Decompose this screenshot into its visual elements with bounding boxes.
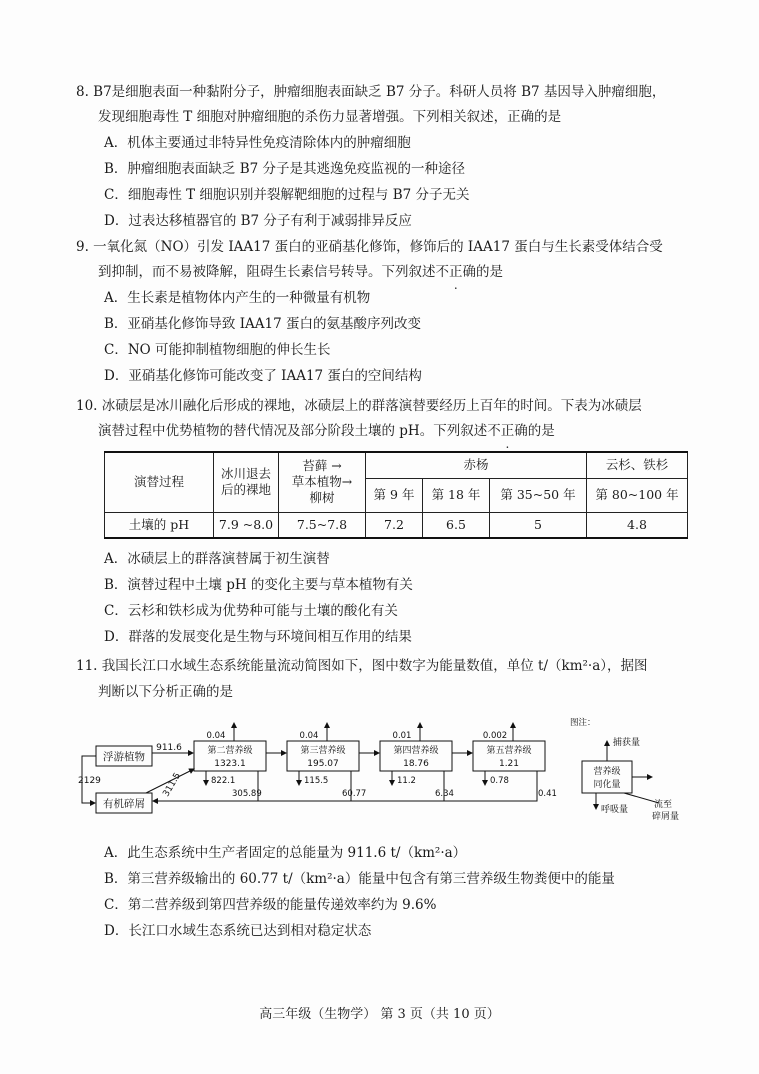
legend-flow-1: 流至	[654, 800, 673, 810]
flow-p-d: 2129	[78, 776, 101, 786]
legend-harvest: 捕获量	[613, 738, 641, 748]
legend-resp: 呼吸量	[601, 805, 629, 815]
q10-option-c: C．云杉和铁杉成为优势种可能与土壤的酸化有关	[104, 603, 398, 619]
q8-option-d: D．过表达移植器官的 B7 分子有利于减弱排异反应	[104, 213, 412, 229]
th-fir: 云杉、铁杉	[587, 452, 688, 478]
q10-option-b: B．演替过程中土壤 pH 的变化主要与草本植物有关	[104, 577, 413, 593]
level3-name: 第三营养级	[300, 746, 346, 756]
level5-name: 第五营养级	[486, 746, 532, 756]
level5-resp: 0.78	[490, 776, 509, 786]
level4-name: 第四营养级	[393, 746, 439, 756]
ph-cell: 5	[490, 512, 587, 538]
flow-d-l2: 311.5	[161, 771, 184, 799]
th-process: 演替过程	[105, 452, 214, 512]
q8-option-c: C．细胞毒性 T 细胞识别并裂解靶细胞的过程与 B7 分子无关	[104, 187, 470, 203]
q10-emphasis: 不正确	[487, 423, 528, 439]
q10-option-a: A．冰碛层上的群落演替属于初生演替	[104, 551, 330, 567]
th-year9: 第 9 年	[366, 478, 423, 512]
ph-cell: 6.5	[423, 512, 490, 538]
q8-stem-line1: 8. B7是细胞表面一种黏附分子，肿瘤细胞表面缺乏 B7 分子。科研人员将 B7 基因导入肿瘤细胞，	[76, 84, 666, 100]
q8-stem-line2: 发现细胞毒性 T 细胞对肿瘤细胞的杀伤力显著增强。下列相关叙述，正确的是	[98, 109, 562, 125]
level3-harvest: 0.04	[299, 731, 319, 741]
detritus-flow-l2: 305.89	[232, 789, 262, 799]
legend-title: 图注：	[570, 718, 596, 728]
q9-option-c: C．NO 可能抑制植物细胞的伸长生长	[104, 342, 331, 358]
ph-cell: 7.5~7.8	[279, 512, 366, 538]
level3-value: 195.07	[307, 759, 339, 769]
producer-label: 浮游植物	[103, 751, 145, 763]
detritus-flow-l3: 60.77	[342, 789, 367, 799]
q10-stem-line2: 演替过程中优势植物的替代情况及部分阶段土壤的 pH。下列叙述不正确的是	[98, 423, 555, 439]
q11-option-a: A．此生态系统中生产者固定的总能量为 911.6 t/（km²·a）	[104, 845, 467, 861]
page-footer: 高三年级（生物学） 第 3 页（共 10 页）	[259, 1007, 500, 1022]
level4-resp: 11.2	[397, 776, 416, 786]
q8-option-a: A．机体主要通过非特异性免疫清除体内的肿瘤细胞	[104, 135, 411, 151]
q11-option-b: B．第三营养级输出的 60.77 t/（km²·a）能量中包含有第三营养级生物粪便中的能量	[104, 871, 615, 887]
detritus-flow-l4: 6.34	[435, 789, 454, 799]
level3-resp: 115.5	[304, 776, 329, 786]
legend-box-l1: 营养级	[593, 767, 621, 777]
q11-option-d: D．长江口水域生态系统已达到相对稳定状态	[104, 923, 372, 939]
ph-cell: 7.2	[366, 512, 423, 538]
legend-box-l2: 同化量	[593, 780, 621, 790]
level4-harvest: 0.01	[392, 731, 412, 741]
succession-table	[104, 451, 688, 539]
level4-value: 18.76	[403, 759, 429, 769]
q9-stem-line2: 到抑制，而不易被降解，阻碍生长素信号转导。下列叙述不正确的是	[98, 264, 503, 280]
q11-option-c: C．第二营养级到第四营养级的能量传递效率约为 9.6%	[104, 897, 437, 913]
th-year80: 第 80~100 年	[587, 478, 688, 512]
level2-name: 第二营养级	[207, 746, 253, 756]
energy-flow-diagram	[74, 711, 694, 823]
level2-harvest: 0.04	[206, 731, 226, 741]
q9-emphasis: 不正确	[435, 264, 476, 280]
q8-option-b: B．肿瘤细胞表面缺乏 B7 分子是其逃逸免疫监视的一种途径	[104, 161, 466, 177]
ph-cell: 4.8	[587, 512, 688, 538]
level5-value: 1.21	[498, 759, 520, 769]
q9-option-d: D．亚硝基化修饰可能改变了 IAA17 蛋白的空间结构	[104, 368, 422, 384]
level2-resp: 822.1	[211, 776, 236, 786]
q9-option-a: A．生长素是植物体内产生的一种微量有机物	[104, 290, 371, 306]
level2-value: 1323.1	[214, 759, 246, 769]
flow-p-l2: 911.6	[156, 743, 182, 753]
q9-stem-line1: 9. 一氧化氮（NO）引发 IAA17 蛋白的亚硝基化修饰，修饰后的 IAA17 蛋白与生长素受体结合受	[76, 239, 663, 255]
q10-option-d: D．群落的发展变化是生物与环境间相互作用的结果	[104, 629, 412, 645]
th-poplar: 赤杨	[366, 452, 587, 478]
q10-stem-line1: 10. 冰碛层是冰川融化后形成的裸地，冰碛层上的群落演替要经历上百年的时间。下表为冰碛层	[76, 398, 642, 414]
th-year35: 第 35~50 年	[490, 478, 587, 512]
q9-option-b: B．亚硝基化修饰导致 IAA17 蛋白的氨基酸序列改变	[104, 316, 422, 332]
legend-flow-2: 碎屑量	[652, 812, 680, 822]
q11-stem-line2: 判断以下分析正确的是	[98, 684, 233, 700]
th-bare: 冰川退去 后的裸地	[214, 452, 279, 512]
ph-cell: 7.9 ~8.0	[214, 512, 279, 538]
th-moss: 苔藓 → 草本植物→ 柳树	[279, 452, 366, 512]
detritus-label: 有机碎屑	[103, 798, 145, 810]
q11-stem-line1: 11. 我国长江口水域生态系统能量流动简图如下，图中数字为能量数值，单位 t/（km²·a），据图	[76, 658, 648, 674]
row-label-ph: 土壤的 pH	[105, 512, 214, 538]
th-year18: 第 18 年	[423, 478, 490, 512]
level5-harvest: 0.002	[482, 731, 508, 741]
detritus-flow-l5: 0.41	[538, 789, 557, 799]
